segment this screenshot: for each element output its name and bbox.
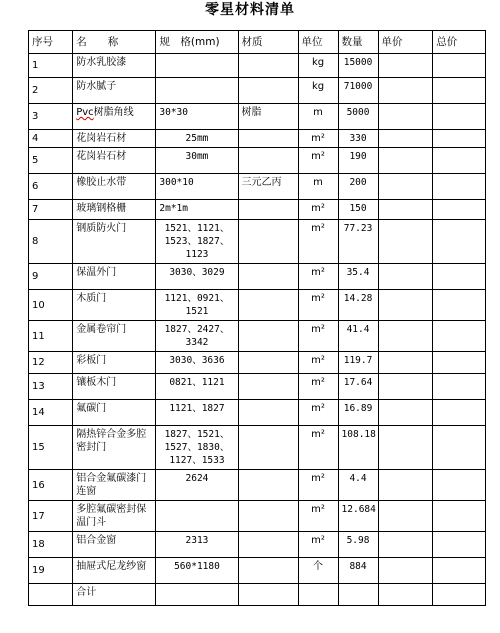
item-spec: 25mm [156, 130, 238, 148]
item-name: 抽屉式尼龙纱窗 [73, 558, 156, 584]
table-row [29, 352, 486, 374]
item-material [238, 426, 298, 470]
item-total [433, 501, 486, 532]
item-unit: m² [298, 220, 338, 264]
header-total: 总价 [433, 31, 486, 54]
table-row [29, 220, 486, 264]
item-total [433, 426, 486, 470]
header-qty: 数量 [338, 31, 378, 54]
item-unit: m² [298, 352, 338, 374]
header-row [29, 31, 486, 54]
total-material [238, 584, 298, 606]
item-material: 树脂 [238, 104, 298, 130]
table-row [29, 290, 486, 321]
item-material [238, 78, 298, 104]
item-price [378, 130, 433, 148]
item-quantity: 41.4 [338, 321, 378, 352]
item-name: 镶板木门 [73, 374, 156, 400]
item-unit: m² [298, 501, 338, 532]
row-number: 11 [29, 321, 73, 352]
item-unit: m² [298, 148, 338, 174]
item-price [378, 200, 433, 220]
item-quantity: 200 [338, 174, 378, 200]
item-spec: 300*10 [156, 174, 238, 200]
table-row [29, 400, 486, 426]
item-quantity: 330 [338, 130, 378, 148]
item-unit: m² [298, 374, 338, 400]
row-number: 15 [29, 426, 73, 470]
header-unit: 单位 [298, 31, 338, 54]
table-row [29, 470, 486, 501]
item-spec: 0821、1121 [156, 374, 238, 400]
item-spec: 2m*1m [156, 200, 238, 220]
item-name: 多腔氟碳密封保温门斗 [73, 501, 156, 532]
header-no: 序号 [29, 31, 73, 54]
row-number: 3 [29, 104, 73, 130]
item-quantity: 108.18 [338, 426, 378, 470]
item-price [378, 104, 433, 130]
table-row [29, 174, 486, 200]
item-price [378, 78, 433, 104]
row-number: 13 [29, 374, 73, 400]
item-total [433, 78, 486, 104]
total-row [29, 584, 486, 606]
item-price [378, 558, 433, 584]
row-number: 9 [29, 264, 73, 290]
item-price [378, 470, 433, 501]
item-material [238, 321, 298, 352]
item-spec: 1521、1121、1523、1827、1123 [156, 220, 238, 264]
item-quantity: 14.28 [338, 290, 378, 321]
table-row [29, 78, 486, 104]
materials-table [28, 30, 486, 606]
item-total [433, 104, 486, 130]
item-material: 三元乙丙 [238, 174, 298, 200]
item-total [433, 290, 486, 321]
item-total [433, 200, 486, 220]
item-price [378, 374, 433, 400]
table-row [29, 558, 486, 584]
item-spec: 1827、2427、3342 [156, 321, 238, 352]
item-price [378, 290, 433, 321]
item-unit: m² [298, 426, 338, 470]
item-price [378, 264, 433, 290]
item-spec: 2313 [156, 532, 238, 558]
item-total [433, 374, 486, 400]
item-unit: m² [298, 130, 338, 148]
item-price [378, 426, 433, 470]
document-title: 零星材料清单 [205, 2, 295, 18]
item-material [238, 352, 298, 374]
item-unit: m² [298, 200, 338, 220]
row-number: 8 [29, 220, 73, 264]
item-spec: 3030、3636 [156, 352, 238, 374]
item-total [433, 130, 486, 148]
item-material [238, 220, 298, 264]
item-material [238, 374, 298, 400]
item-unit: m² [298, 321, 338, 352]
item-spec: 1121、0921、1521 [156, 290, 238, 321]
total-spec [156, 584, 238, 606]
row-number: 1 [29, 54, 73, 78]
row-number: 12 [29, 352, 73, 374]
item-material [238, 264, 298, 290]
item-name: 金属卷帘门 [73, 321, 156, 352]
table-row [29, 532, 486, 558]
item-price [378, 174, 433, 200]
item-material [238, 532, 298, 558]
row-number: 19 [29, 558, 73, 584]
item-name: 防水腻子 [73, 78, 156, 104]
row-number: 14 [29, 400, 73, 426]
item-name: 玻璃钢格栅 [73, 200, 156, 220]
item-quantity: 150 [338, 200, 378, 220]
item-material [238, 130, 298, 148]
item-name-text: 树脂角线 [93, 107, 134, 118]
total-qty [338, 584, 378, 606]
item-total [433, 470, 486, 501]
item-price [378, 400, 433, 426]
total-label: 合计 [73, 584, 156, 606]
table-row [29, 54, 486, 78]
item-unit: m² [298, 532, 338, 558]
total-unit [298, 584, 338, 606]
item-quantity: 5000 [338, 104, 378, 130]
item-total [433, 54, 486, 78]
row-number: 4 [29, 130, 73, 148]
item-spec [156, 54, 238, 78]
item-name [73, 104, 156, 130]
row-number: 6 [29, 174, 73, 200]
item-spec: 1827、1521、1527、1830、1127、1533 [156, 426, 238, 470]
total-total [433, 584, 486, 606]
row-number: 2 [29, 78, 73, 104]
item-price [378, 501, 433, 532]
row-number: 16 [29, 470, 73, 501]
item-name: 花岗岩石材 [73, 130, 156, 148]
item-material [238, 501, 298, 532]
item-total [433, 558, 486, 584]
table-row [29, 501, 486, 532]
item-material [238, 54, 298, 78]
item-material [238, 400, 298, 426]
item-unit: m [298, 174, 338, 200]
item-material [238, 470, 298, 501]
item-spec [156, 78, 238, 104]
item-name: 铝合金氟碳漆门连窗 [73, 470, 156, 501]
table-row [29, 426, 486, 470]
item-name-prefix: Pvc [76, 107, 94, 118]
header-name: 名 称 [73, 31, 156, 54]
item-spec: 30mm [156, 148, 238, 174]
item-material [238, 290, 298, 321]
total-price [378, 584, 433, 606]
item-name: 防水乳胶漆 [73, 54, 156, 78]
item-name: 保温外门 [73, 264, 156, 290]
item-quantity: 190 [338, 148, 378, 174]
table-row [29, 104, 486, 130]
table-row [29, 148, 486, 174]
item-name: 彩板门 [73, 352, 156, 374]
row-number: 10 [29, 290, 73, 321]
item-total [433, 264, 486, 290]
item-spec [156, 501, 238, 532]
item-quantity: 71000 [338, 78, 378, 104]
item-unit: m² [298, 470, 338, 501]
table-row [29, 374, 486, 400]
item-name: 氟碳门 [73, 400, 156, 426]
item-spec: 560*1180 [156, 558, 238, 584]
item-quantity: 17.64 [338, 374, 378, 400]
item-quantity: 35.4 [338, 264, 378, 290]
item-spec: 1121、1827 [156, 400, 238, 426]
item-unit: m² [298, 290, 338, 321]
item-spec: 3030、3029 [156, 264, 238, 290]
header-price: 单价 [378, 31, 433, 54]
item-total [433, 400, 486, 426]
table-row [29, 321, 486, 352]
item-unit: kg [298, 78, 338, 104]
item-quantity: 12.684 [338, 501, 378, 532]
item-total [433, 321, 486, 352]
item-unit: kg [298, 54, 338, 78]
item-quantity: 77.23 [338, 220, 378, 264]
row-number: 18 [29, 532, 73, 558]
item-quantity: 16.89 [338, 400, 378, 426]
row-number: 7 [29, 200, 73, 220]
header-spec: 规 格(mm) [156, 31, 238, 54]
item-material [238, 148, 298, 174]
item-price [378, 352, 433, 374]
item-quantity: 15000 [338, 54, 378, 78]
item-quantity: 884 [338, 558, 378, 584]
item-name: 花岗岩石材 [73, 148, 156, 174]
item-unit: 个 [298, 558, 338, 584]
item-total [433, 352, 486, 374]
item-price [378, 220, 433, 264]
item-total [433, 532, 486, 558]
total-row-number [29, 584, 73, 606]
item-price [378, 148, 433, 174]
table-row [29, 264, 486, 290]
item-total [433, 220, 486, 264]
item-quantity: 5.98 [338, 532, 378, 558]
item-spec: 30*30 [156, 104, 238, 130]
table-row [29, 200, 486, 220]
item-quantity: 4.4 [338, 470, 378, 501]
item-total [433, 148, 486, 174]
item-price [378, 321, 433, 352]
item-material [238, 200, 298, 220]
item-price [378, 532, 433, 558]
item-price [378, 54, 433, 78]
item-name: 隔热锌合金多腔密封门 [73, 426, 156, 470]
table-row [29, 130, 486, 148]
item-name: 橡胶止水带 [73, 174, 156, 200]
item-material [238, 558, 298, 584]
item-unit: m [298, 104, 338, 130]
item-spec: 2624 [156, 470, 238, 501]
item-quantity: 119.7 [338, 352, 378, 374]
item-total [433, 174, 486, 200]
item-unit: m² [298, 400, 338, 426]
item-name: 钢质防火门 [73, 220, 156, 264]
item-name: 铝合金窗 [73, 532, 156, 558]
row-number: 17 [29, 501, 73, 532]
header-material: 材质 [238, 31, 298, 54]
row-number: 5 [29, 148, 73, 174]
item-name: 木质门 [73, 290, 156, 321]
item-unit: m² [298, 264, 338, 290]
